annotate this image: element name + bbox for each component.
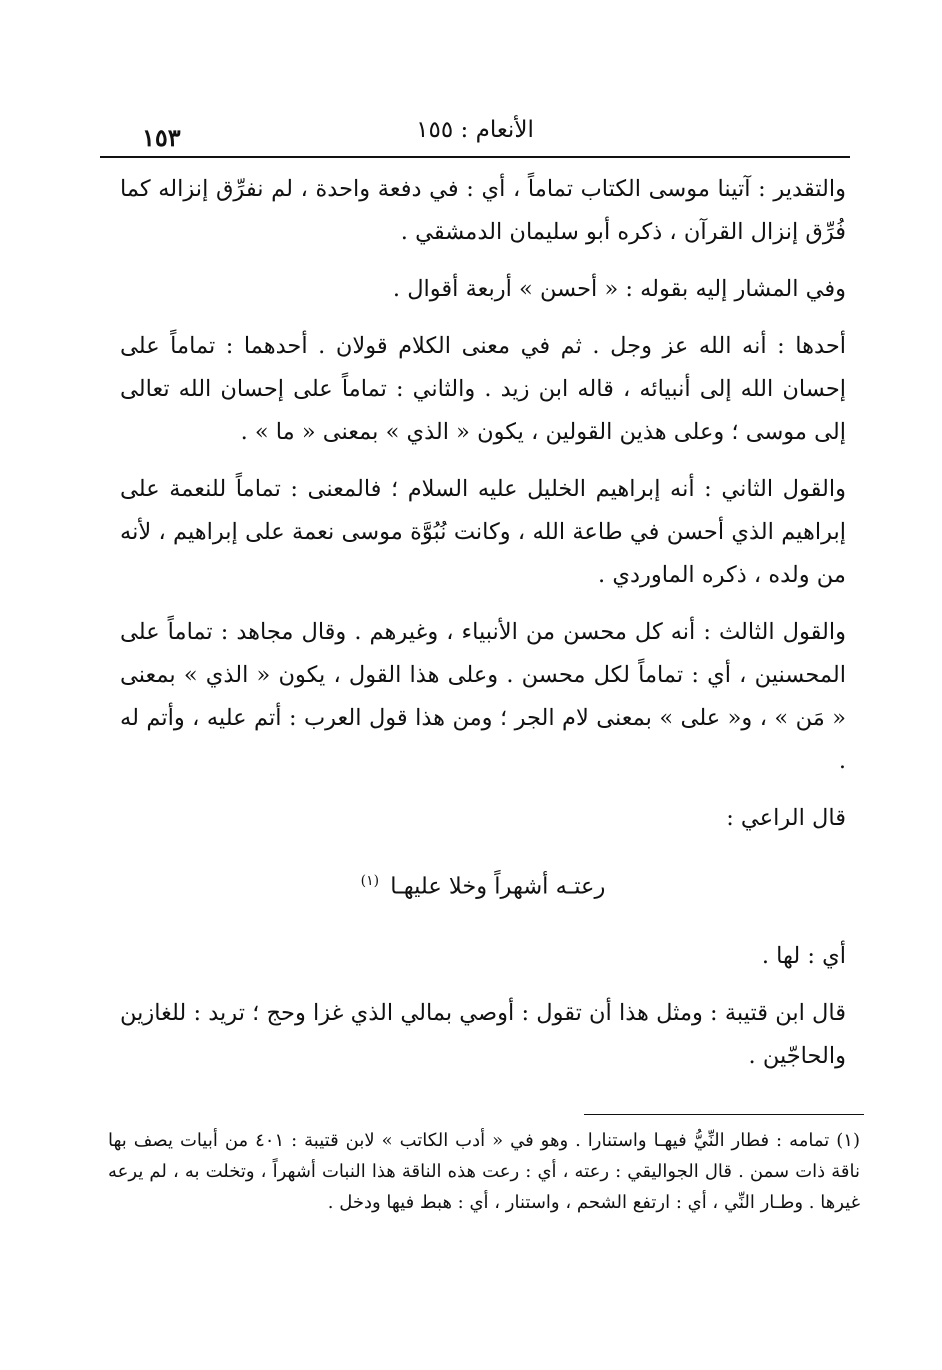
header-divider xyxy=(100,156,850,158)
paragraph-6: قال الراعي : xyxy=(726,805,846,831)
paragraph-8: قال ابن قتيبة : ومثل هذا أن تقول : أوصي بمالي الذي غزا وحج ؛ تريد : للغازين والحاجّين . xyxy=(120,999,846,1069)
footnote: (١) تمامه : فطار النِّيُّ فيهـا واستنارا . وهو في « أدب الكاتب » لابن قتيبة : ٤٠١ من أبيات يصف بها ناقة ذات سمن . قال الجواليقي : رعته ، أي : رعت هذه الناقة هذا النبات أشهراً ، وتخلت به ، لم يرعه غيرها . وطـار النِّي ، أي : ارتفع الشحم ، واستنار ، أي : هبط فيها ودخل . xyxy=(108,1130,860,1213)
paragraph-1: والتقدير : آتينا موسى الكتاب تماماً ، أي : في دفعة واحدة ، لم نفرِّق إنزاله كما فُرِّق إنزال القرآن ، ذكره أبو سليمان الدمشقي . xyxy=(120,176,846,245)
paragraph-5: والقول الثالث : أنه كل محسن من الأنبياء ، وغيرهم . وقال مجاهد : تماماً على المحسنين ، أي : تماماً لكل محسن . وعلى هذا القول ، يكون « الذي » بمعنى « مَن » ، و« على » بمعنى لام الجر ؛ ومن هذا قول العرب : أتم عليه ، وأتم له . xyxy=(120,619,846,774)
footnote-divider xyxy=(584,1114,864,1115)
page-number: ١٥٣ xyxy=(142,123,181,152)
paragraph-4: والقول الثاني : أنه إبراهيم الخليل عليه السلام ؛ فالمعنى : تماماً للنعمة على إبراهيم الذي أحسن في طاعة الله ، وكانت نُبُوَّة موسى نعمة على إبراهيم ، لأنه من ولده ، ذكره الماوردي . xyxy=(120,476,846,588)
paragraph-3: أحدها : أنه الله عز وجل . ثم في معنى الكلام قولان . أحدهما : تماماً على إحسان الله إلى أنبيائه ، قاله ابن زيد . والثاني : تماماً على إحسان الله تعالى إلى موسى ؛ وعلى هذين القولين ، يكون « الذي » بمعنى « ما » . xyxy=(120,333,846,445)
paragraph-7: أي : لها . xyxy=(761,942,846,969)
page-header xyxy=(100,112,850,156)
surah-reference: الأنعام : ١٥٥ xyxy=(416,117,534,143)
footnote-marker: (١) xyxy=(360,873,380,889)
main-text xyxy=(120,168,846,1092)
paragraph-2: وفي المشار إليه بقوله : « أحسن » أربعة أقوال . xyxy=(392,276,846,302)
verse-text: رعتـه أشهراً وخلا عليهـا xyxy=(390,873,606,900)
poetry-verse xyxy=(120,860,846,909)
